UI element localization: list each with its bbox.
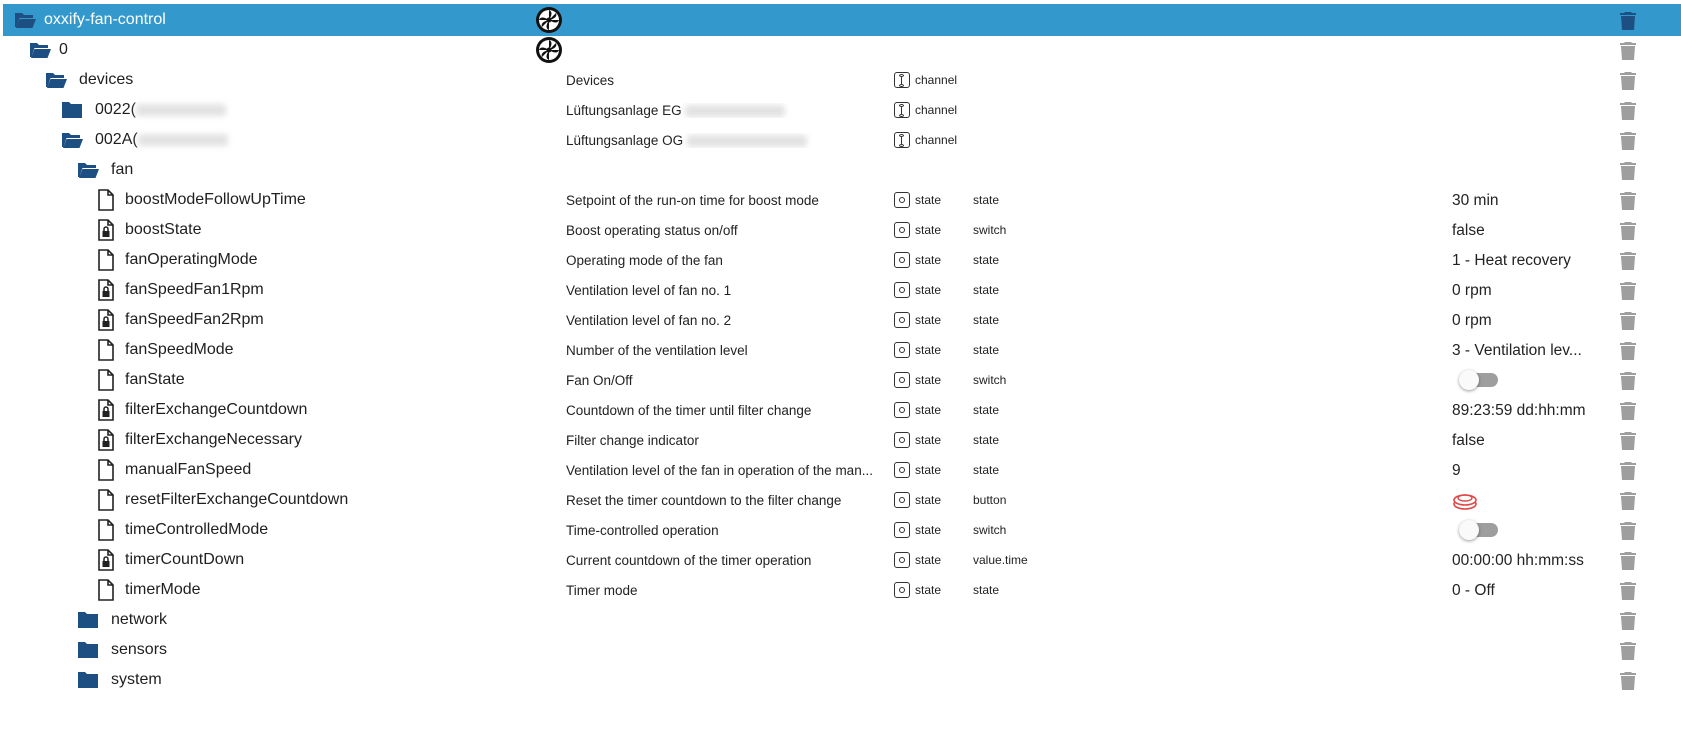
delete-icon[interactable] [1619,641,1637,661]
row-value[interactable]: 30 min [1452,192,1499,209]
tree-row-fan[interactable] [3,154,1681,186]
file-lock-icon [94,428,118,452]
channel-icon [894,102,910,118]
tree-row-system[interactable] [3,664,1681,696]
tree-row-state[interactable] [3,304,1681,336]
file-lock-icon [94,278,118,302]
row-role: state [973,193,1000,207]
row-description: Ventilation level of the fan in operation of the man... [566,463,873,478]
row-value[interactable]: 0 rpm [1452,282,1492,299]
folder-open-icon[interactable] [76,158,100,182]
row-description: Lüftungsanlage OG [566,133,891,148]
row-description: Filter change indicator [566,433,699,448]
tree-row-state[interactable] [3,484,1681,516]
row-name: manualFanSpeed [125,461,252,478]
state-icon [894,192,910,208]
delete-icon[interactable] [1619,431,1637,451]
file-icon [94,188,118,212]
file-icon [94,518,118,542]
row-role: button [973,493,1007,507]
row-role: switch [973,223,1007,237]
row-value[interactable]: 89:23:59 dd:hh:mm [1452,402,1586,419]
file-icon [94,488,118,512]
row-type: state [915,553,942,567]
row-role: state [973,433,1000,447]
folder-open-icon[interactable] [28,38,52,62]
file-icon [94,458,118,482]
row-description: Time-controlled operation [566,523,719,538]
row-value[interactable]: 00:00:00 hh:mm:ss [1452,552,1584,569]
file-lock-icon [94,218,118,242]
folder-icon[interactable] [76,668,100,692]
tree-row-state[interactable] [3,244,1681,276]
row-description: Number of the ventilation level [566,343,748,358]
file-icon [94,368,118,392]
tree-row-sensors[interactable] [3,634,1681,666]
row-role: state [973,253,1000,267]
row-role: state [973,583,1000,597]
row-name: fanSpeedMode [125,341,234,358]
row-type: state [915,493,942,507]
row-name: oxxify-fan-control [44,11,166,28]
row-role: state [973,343,1000,357]
row-name: fanSpeedFan2Rpm [125,311,264,328]
row-name: resetFilterExchangeCountdown [125,491,349,508]
delete-icon[interactable] [1619,671,1637,691]
delete-icon[interactable] [1619,341,1637,361]
tree-row-adapter[interactable] [3,4,1681,36]
switch-toggle[interactable] [1462,523,1498,537]
row-name: sensors [111,641,168,658]
row-role: switch [973,373,1007,387]
row-role: value.time [973,553,1028,567]
tree-row-state[interactable] [3,214,1681,246]
row-value[interactable]: 1 - Heat recovery [1452,252,1571,269]
row-type: channel [915,73,958,87]
row-role: state [973,313,1000,327]
row-name: filterExchangeCountdown [125,401,308,418]
row-value[interactable]: false [1452,432,1485,449]
file-icon [94,248,118,272]
row-name: boostState [125,221,202,238]
tree-row-state[interactable] [3,574,1681,606]
row-description: Fan On/Off [566,373,633,388]
row-type: state [915,583,942,597]
channel-icon [894,72,910,88]
row-value[interactable]: 9 [1452,462,1461,479]
tree-row-state[interactable] [3,394,1681,426]
row-name: network [111,611,168,628]
row-name: system [111,671,162,688]
delete-icon[interactable] [1619,611,1637,631]
row-type: state [915,433,942,447]
delete-icon[interactable] [1619,221,1637,241]
delete-icon[interactable] [1619,551,1637,571]
row-role: state [973,283,1000,297]
state-icon [894,282,910,298]
state-icon [894,522,910,538]
row-value[interactable]: 0 - Off [1452,582,1495,599]
row-description: Ventilation level of fan no. 2 [566,313,732,328]
folder-icon[interactable] [76,638,100,662]
delete-icon[interactable] [1619,161,1637,181]
file-lock-icon [94,308,118,332]
tree-row-state[interactable] [3,274,1681,306]
tree-row-device-og[interactable] [3,124,1681,156]
row-description: Lüftungsanlage EG [566,103,891,118]
tree-row-state[interactable] [3,454,1681,486]
folder-open-icon[interactable] [13,8,37,32]
row-role: state [973,463,1000,477]
folder-icon[interactable] [76,608,100,632]
state-icon [894,432,910,448]
row-name: filterExchangeNecessary [125,431,302,448]
delete-icon[interactable] [1619,101,1637,121]
row-name: devices [79,71,134,88]
switch-toggle[interactable] [1462,373,1498,387]
row-value[interactable]: false [1452,222,1485,239]
tree-row-devices[interactable] [3,64,1681,96]
delete-icon[interactable] [1619,581,1637,601]
state-icon [894,342,910,358]
state-icon [894,222,910,238]
push-button-icon[interactable] [1452,489,1478,511]
row-type: state [915,343,942,357]
state-icon [894,252,910,268]
row-name: fanSpeedFan1Rpm [125,281,264,298]
folder-open-icon[interactable] [60,128,84,152]
row-description: Reset the timer countdown to the filter change [566,493,842,508]
state-icon [894,402,910,418]
row-description: Operating mode of the fan [566,253,723,268]
delete-icon[interactable] [1619,251,1637,271]
delete-icon[interactable] [1619,131,1637,151]
row-type: state [915,373,942,387]
tree-row-state[interactable] [3,184,1681,216]
folder-icon[interactable] [60,98,84,122]
delete-icon[interactable] [1619,491,1637,511]
delete-icon[interactable] [1619,371,1637,391]
row-type: state [915,463,942,477]
row-name: timeControlledMode [125,521,269,538]
file-lock-icon [94,398,118,422]
row-name: timerMode [125,581,201,598]
row-role: state [973,403,1000,417]
state-icon [894,582,910,598]
delete-icon[interactable] [1619,281,1637,301]
row-type: state [915,403,942,417]
row-description: Ventilation level of fan no. 1 [566,283,732,298]
row-name: 0022( [95,101,226,119]
row-description: Timer mode [566,583,638,598]
row-type: state [915,283,942,297]
row-name: fan [111,161,134,178]
state-icon [894,552,910,568]
row-name: 0 [59,41,68,58]
row-description: Setpoint of the run-on time for boost mode [566,193,819,208]
state-icon [894,372,910,388]
delete-icon[interactable] [1619,191,1637,211]
file-icon [94,338,118,362]
tree-row-state[interactable] [3,544,1681,576]
row-description: Current countdown of the timer operation [566,553,812,568]
delete-icon[interactable] [1619,521,1637,541]
row-name: fanOperatingMode [125,251,258,268]
row-name: fanState [125,371,185,388]
row-name: 002A( [95,131,228,149]
row-type: channel [915,133,958,147]
row-name: boostModeFollowUpTime [125,191,306,208]
row-value[interactable]: 0 rpm [1452,312,1492,329]
row-value[interactable]: 3 - Ventilation lev... [1452,342,1582,359]
delete-icon[interactable] [1619,11,1637,31]
file-icon [94,578,118,602]
row-type: state [915,253,942,267]
row-role: switch [973,523,1007,537]
state-icon [894,492,910,508]
channel-icon [894,132,910,148]
fan-adapter-icon [535,36,563,64]
row-description: Countdown of the timer until filter change [566,403,812,418]
state-icon [894,462,910,478]
delete-icon[interactable] [1619,401,1637,421]
row-type: state [915,523,942,537]
row-type: state [915,223,942,237]
row-type: state [915,313,942,327]
row-description: Devices [566,73,615,88]
delete-icon[interactable] [1619,71,1637,91]
tree-row-device-eg[interactable] [3,94,1681,126]
row-description: Boost operating status on/off [566,223,738,238]
tree-row-state[interactable] [3,514,1681,546]
row-name: timerCountDown [125,551,245,568]
delete-icon[interactable] [1619,461,1637,481]
delete-icon[interactable] [1619,41,1637,61]
tree-row-state[interactable] [3,364,1681,396]
fan-adapter-icon [535,6,563,34]
delete-icon[interactable] [1619,311,1637,331]
state-icon [894,312,910,328]
tree-row-network[interactable] [3,604,1681,636]
tree-row-state[interactable] [3,424,1681,456]
row-type: state [915,193,942,207]
folder-open-icon[interactable] [44,68,68,92]
tree-row-instance[interactable] [3,34,1681,66]
tree-row-state[interactable] [3,334,1681,366]
file-lock-icon [94,548,118,572]
row-type: channel [915,103,958,117]
